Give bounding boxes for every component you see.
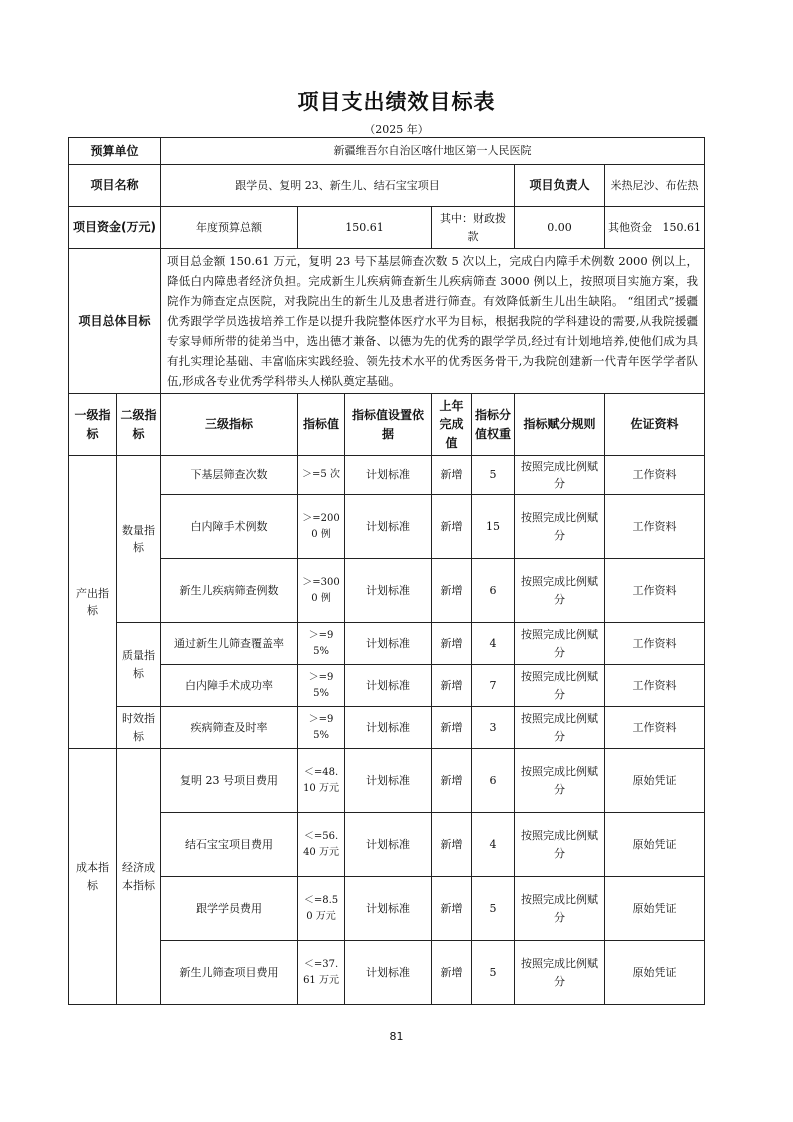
header-evidence: 佐证资料 bbox=[605, 394, 705, 456]
indicator-basis: 计划标准 bbox=[345, 623, 432, 665]
indicator-name: 疾病筛查及时率 bbox=[161, 707, 298, 749]
table-row bbox=[69, 813, 705, 877]
indicator-value: ＞=3000 例 bbox=[298, 559, 345, 623]
indicator-value: ＞=95% bbox=[298, 665, 345, 707]
funds-row bbox=[69, 207, 705, 249]
indicator-name: 白内障手术例数 bbox=[161, 495, 298, 559]
page-title: 项目支出绩效目标表 bbox=[297, 89, 496, 114]
header-weight: 指标分值权重 bbox=[472, 394, 515, 456]
group-timeliness: 时效指标 bbox=[117, 707, 161, 749]
indicator-weight: 4 bbox=[472, 813, 515, 877]
overall-goal-label: 项目总体目标 bbox=[69, 249, 161, 394]
header-last-year: 上年完成值 bbox=[432, 394, 472, 456]
indicator-basis: 计划标准 bbox=[345, 749, 432, 813]
indicator-weight: 7 bbox=[472, 665, 515, 707]
table-row bbox=[69, 623, 705, 665]
other-funds-value: 150.61 bbox=[662, 220, 702, 234]
indicator-value: ＜=48.10 万元 bbox=[298, 749, 345, 813]
table-row bbox=[69, 456, 705, 495]
group-quantity: 数量指标 bbox=[117, 456, 161, 623]
project-name-row bbox=[69, 165, 705, 207]
indicator-weight: 3 bbox=[472, 707, 515, 749]
indicator-name: 结石宝宝项目费用 bbox=[161, 813, 298, 877]
indicator-last: 新增 bbox=[432, 707, 472, 749]
group-economic-cost: 经济成本指标 bbox=[117, 749, 161, 1005]
header-level3: 三级指标 bbox=[161, 394, 298, 456]
indicator-rule: 按照完成比例赋分 bbox=[515, 495, 605, 559]
indicator-rule: 按照完成比例赋分 bbox=[515, 559, 605, 623]
performance-table bbox=[68, 137, 705, 1005]
indicator-evidence: 工作资料 bbox=[605, 665, 705, 707]
indicator-value: ＞=95% bbox=[298, 707, 345, 749]
indicator-evidence: 工作资料 bbox=[605, 495, 705, 559]
table-row bbox=[69, 707, 705, 749]
indicator-evidence: 工作资料 bbox=[605, 707, 705, 749]
indicator-last: 新增 bbox=[432, 877, 472, 941]
indicator-evidence: 原始凭证 bbox=[605, 749, 705, 813]
indicator-rule: 按照完成比例赋分 bbox=[515, 707, 605, 749]
indicator-weight: 4 bbox=[472, 623, 515, 665]
group-output: 产出指标 bbox=[69, 456, 117, 749]
header-level1: 一级指标 bbox=[69, 394, 117, 456]
indicator-name: 新生儿疾病筛查例数 bbox=[161, 559, 298, 623]
indicator-weight: 5 bbox=[472, 941, 515, 1005]
indicator-evidence: 工作资料 bbox=[605, 559, 705, 623]
indicator-basis: 计划标准 bbox=[345, 456, 432, 495]
indicator-value: ＞=2000 例 bbox=[298, 495, 345, 559]
indicator-basis: 计划标准 bbox=[345, 877, 432, 941]
table-row bbox=[69, 495, 705, 559]
indicator-value: ＞=5 次 bbox=[298, 456, 345, 495]
indicator-weight: 6 bbox=[472, 749, 515, 813]
indicator-basis: 计划标准 bbox=[345, 813, 432, 877]
indicator-rule: 按照完成比例赋分 bbox=[515, 749, 605, 813]
overall-goal-text: 项目总金额 150.61 万元，复明 23 号下基层筛查次数 5 次以上，完成白内障手术例数 2000 例以上，降低白内障患者经济负担。完成新生儿疾病筛查新生儿疾病筛查 3000 例以上，按照项目实施方案，我院作为筛查定点医院，对我院出生的新生儿及患者进行筛查。有效降低新生儿出生缺陷。 “组团式”援疆优秀跟学学员选拔培养工作是以提升我院整体医疗水平为目标，根据我院的学科建设的需要,从我院援疆专家导师所带的徒弟当中，选出德才兼备、以德为先的优秀的跟学学员,经过有计划地培养,使他们成为具有扎实理论基础、丰富临床实践经验、领先技术水平的优秀医务骨干,为我院创建新一代青年医学学者队伍,形成各专业优秀学科带头人梯队奠定基础。 bbox=[161, 249, 705, 394]
indicator-rule: 按照完成比例赋分 bbox=[515, 623, 605, 665]
project-name-value: 跟学员、复明 23、新生儿、结石宝宝项目 bbox=[161, 165, 515, 207]
year-label: （2025 年） bbox=[364, 123, 429, 136]
header-basis: 指标值设置依据 bbox=[345, 394, 432, 456]
indicator-value: ＜=56.40 万元 bbox=[298, 813, 345, 877]
indicator-evidence: 原始凭证 bbox=[605, 877, 705, 941]
indicator-evidence: 工作资料 bbox=[605, 456, 705, 495]
project-leader-value: 米热尼沙、布佐热 bbox=[605, 165, 705, 207]
other-funds bbox=[605, 207, 705, 249]
indicator-last: 新增 bbox=[432, 456, 472, 495]
indicator-basis: 计划标准 bbox=[345, 495, 432, 559]
indicator-basis: 计划标准 bbox=[345, 941, 432, 1005]
indicator-basis: 计划标准 bbox=[345, 559, 432, 623]
indicator-rule: 按照完成比例赋分 bbox=[515, 456, 605, 495]
header-value: 指标值 bbox=[298, 394, 345, 456]
header-rule: 指标赋分规则 bbox=[515, 394, 605, 456]
indicator-weight: 15 bbox=[472, 495, 515, 559]
indicator-evidence: 原始凭证 bbox=[605, 941, 705, 1005]
indicator-rule: 按照完成比例赋分 bbox=[515, 877, 605, 941]
finance-label: 其中：财政拨款 bbox=[432, 207, 515, 249]
indicator-last: 新增 bbox=[432, 813, 472, 877]
project-leader-label: 项目负责人 bbox=[515, 165, 605, 207]
indicator-name: 跟学学员费用 bbox=[161, 877, 298, 941]
indicator-weight: 6 bbox=[472, 559, 515, 623]
indicator-evidence: 原始凭证 bbox=[605, 813, 705, 877]
group-cost: 成本指标 bbox=[69, 749, 117, 1005]
table-row bbox=[69, 665, 705, 707]
indicator-rule: 按照完成比例赋分 bbox=[515, 813, 605, 877]
table-row bbox=[69, 749, 705, 813]
budget-unit-value: 新疆维吾尔自治区喀什地区第一人民医院 bbox=[161, 138, 705, 165]
budget-unit-label: 预算单位 bbox=[69, 138, 161, 165]
annual-budget-value: 150.61 bbox=[298, 207, 432, 249]
indicator-value: ＜=37.61 万元 bbox=[298, 941, 345, 1005]
indicator-name: 下基层筛查次数 bbox=[161, 456, 298, 495]
annual-budget-label: 年度预算总额 bbox=[161, 207, 298, 249]
indicator-value: ＜=8.50 万元 bbox=[298, 877, 345, 941]
indicator-basis: 计划标准 bbox=[345, 665, 432, 707]
indicator-name: 新生儿筛查项目费用 bbox=[161, 941, 298, 1005]
indicator-name: 复明 23 号项目费用 bbox=[161, 749, 298, 813]
indicator-basis: 计划标准 bbox=[345, 707, 432, 749]
indicator-header-row bbox=[69, 394, 705, 456]
table-row bbox=[69, 877, 705, 941]
finance-value: 0.00 bbox=[515, 207, 605, 249]
indicator-weight: 5 bbox=[472, 456, 515, 495]
project-name-label: 项目名称 bbox=[69, 165, 161, 207]
indicator-last: 新增 bbox=[432, 749, 472, 813]
indicator-value: ＞=95% bbox=[298, 623, 345, 665]
page-number: 81 bbox=[389, 1030, 404, 1043]
indicator-last: 新增 bbox=[432, 559, 472, 623]
indicator-rule: 按照完成比例赋分 bbox=[515, 665, 605, 707]
header-level2: 二级指标 bbox=[117, 394, 161, 456]
funds-label: 项目资金(万元) bbox=[69, 207, 161, 249]
indicator-last: 新增 bbox=[432, 665, 472, 707]
indicator-name: 通过新生儿筛查覆盖率 bbox=[161, 623, 298, 665]
budget-unit-row bbox=[69, 138, 705, 165]
indicator-evidence: 工作资料 bbox=[605, 623, 705, 665]
indicator-rule: 按照完成比例赋分 bbox=[515, 941, 605, 1005]
indicator-name: 白内障手术成功率 bbox=[161, 665, 298, 707]
indicator-last: 新增 bbox=[432, 623, 472, 665]
table-row bbox=[69, 559, 705, 623]
other-funds-label: 其他资金 bbox=[608, 220, 653, 234]
indicator-last: 新增 bbox=[432, 941, 472, 1005]
indicator-weight: 5 bbox=[472, 877, 515, 941]
overall-goal-row bbox=[69, 249, 705, 394]
table-row bbox=[69, 941, 705, 1005]
group-quality: 质量指标 bbox=[117, 623, 161, 707]
indicator-last: 新增 bbox=[432, 495, 472, 559]
